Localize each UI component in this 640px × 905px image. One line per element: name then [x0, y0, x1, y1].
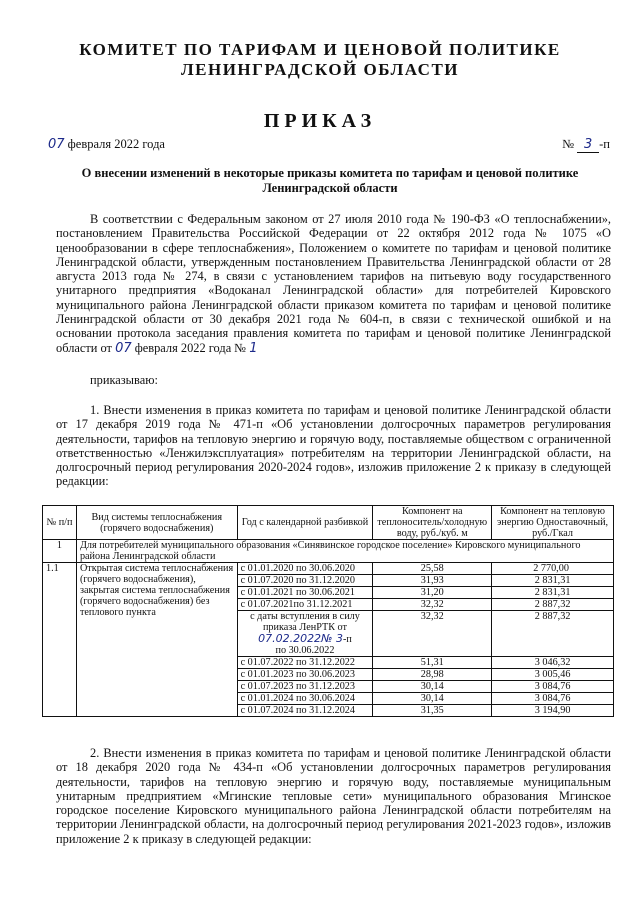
order-word: приказываю:	[90, 373, 158, 387]
heat-cell: 3 194,90	[492, 705, 614, 717]
header-period: Год с календарной разбивкой	[237, 506, 373, 540]
group-label: Для потребителей муниципального образования «Синявинское городское поселение» Кировского муниципального района Ленинградской области	[76, 540, 613, 563]
handwritten-protocol-day: 07	[115, 340, 132, 356]
table-header-row	[43, 506, 614, 540]
water-cell: 32,32	[373, 611, 492, 657]
heat-cell: 2 887,32	[492, 599, 614, 611]
period-cell: с 01.07.2022 по 31.12.2022	[237, 657, 373, 669]
period-cell: с 01.01.2021 по 30.06.2021	[237, 587, 373, 599]
period-cell: с 01.07.2020 по 31.12.2020	[237, 575, 373, 587]
heat-cell: 3 046,32	[492, 657, 614, 669]
period-cell: с 01.01.2020 по 30.06.2020	[237, 563, 373, 575]
water-cell: 31,35	[373, 705, 492, 717]
table-group-row	[43, 540, 614, 563]
header-heat: Компонент на тепловую энергию Одноставочный, руб./Гкал	[492, 506, 614, 540]
header-water: Компонент на теплоноситель/холодную воду, руб./куб. м	[373, 506, 492, 540]
header-num: № п/п	[43, 506, 77, 540]
heat-cell: 2 831,31	[492, 587, 614, 599]
document-title: ПРИКАЗ	[263, 110, 377, 132]
handwritten-day: 07	[48, 137, 65, 152]
period-cell: с 01.07.2021по 31.12.2021	[237, 599, 373, 611]
period-cell: с 01.07.2024 по 31.12.2024	[237, 705, 373, 717]
water-cell: 30,14	[373, 681, 492, 693]
water-cell: 32,32	[373, 599, 492, 611]
period-cell: с 01.01.2023 по 30.06.2023	[237, 669, 373, 681]
heat-cell: 2 887,32	[492, 611, 614, 657]
water-cell: 28,98	[373, 669, 492, 681]
special-line1: с даты вступления в силу приказа ЛенРТК от	[250, 611, 360, 633]
period-cell: с 01.01.2024 по 30.06.2024	[237, 693, 373, 705]
committee-name-line2: ЛЕНИНГРАДСКОЙ ОБЛАСТИ	[180, 60, 460, 79]
document-number	[562, 137, 610, 153]
handwritten-number: 3	[577, 137, 599, 153]
preamble-after-day: февраля 2022 года №	[134, 340, 247, 355]
period-cell-special	[237, 611, 373, 657]
tariff-table	[42, 505, 614, 717]
preamble-paragraph	[56, 212, 611, 356]
handwritten-order-ref: 07.02.2022№ 3	[258, 632, 343, 645]
period-cell: с 01.07.2023 по 31.12.2023	[237, 681, 373, 693]
heat-cell: 3 084,76	[492, 693, 614, 705]
row-num: 1.1	[43, 563, 77, 717]
committee-name-line1: КОМИТЕТ ПО ТАРИФАМ И ЦЕНОВОЙ ПОЛИТИКЕ	[79, 40, 561, 59]
special-line3: по 30.06.2022	[275, 645, 335, 656]
date-rest: февраля 2022 года	[67, 137, 165, 151]
preamble-text: В соответствии с Федеральным законом от 27 июля 2010 года № 190-ФЗ «О теплоснабжении», постановлением Правительства Российской Федерации от 22 октября 2012 года № 1075 «О ценообразовании в сфере теплоснабжения», Положением о комитете по тарифам и ценовой политике Ленинградской области, утвержденным постановлением Правительства Ленинградской области от 28 августа 2013 года № 274, в связи с установлением тарифов на питьевую воду государственного унитарного предприятия «Водоканал Ленинградской области» для потребителей Кировского муниципального района Ленинградской области приказом комитета по тарифам и ценовой политике Ленинградской области от 30 декабря 2021 года № 604-п, в связи с технической ошибкой и на основании протокола заседания правления комитета по тарифам и ценовой политике Ленинградской области от	[56, 212, 611, 355]
heat-cell: 3 005,46	[492, 669, 614, 681]
table-row	[43, 563, 614, 575]
item-1-paragraph: 1. Внести изменения в приказ комитета по тарифам и ценовой политике Ленинградской области от 17 декабря 2019 года № 471-п «Об установлении долгосрочных параметров регулирования деятельности, тарифов на тепловую энергию и горячую воду, поставляемые обществом с ограниченной ответственностью «Ленжилэксплуатация» потребителям на территории Ленинградской области, на долгосрочный период регулирования 2020-2024 годов», изложив приложение 2 к приказу в следующей редакции:	[56, 403, 611, 489]
group-num: 1	[43, 540, 77, 563]
heat-cell: 2 770,00	[492, 563, 614, 575]
header-system: Вид системы теплоснабжения (горячего водоснабжения)	[76, 506, 237, 540]
heat-cell: 2 831,31	[492, 575, 614, 587]
system-description: Открытая система теплоснабжения (горячего водоснабжения), закрытая система теплоснабжения (горячего водоснабжения) без теплового пункта	[76, 563, 237, 717]
water-cell: 30,14	[373, 693, 492, 705]
number-suffix: -п	[599, 137, 610, 151]
water-cell: 25,58	[373, 563, 492, 575]
number-prefix: №	[562, 137, 575, 151]
document-subject: О внесении изменений в некоторые приказы комитета по тарифам и ценовой политике Ленинградской области	[81, 166, 579, 195]
water-cell: 31,93	[373, 575, 492, 587]
item-2-paragraph: 2. Внести изменения в приказ комитета по тарифам и ценовой политике Ленинградской области от 18 декабря 2020 года № 434-п «Об установлении долгосрочных параметров регулирования деятельности, тарифов на тепловую энергию и горячую воду, поставляемые муниципальным унитарным предприятием «Мгинские тепловые сети» муниципального образования Мгинское городское поселение Кировского муниципального района Ленинградской области потребителям на территории Ленинградской области, на долгосрочный период регулирования 2021-2023 годов», изложив приложение 2 к приказу в следующей редакции:	[56, 746, 611, 846]
special-suffix: -п	[343, 634, 352, 645]
water-cell: 31,20	[373, 587, 492, 599]
handwritten-protocol-number: 1	[249, 340, 258, 356]
document-date	[48, 137, 165, 152]
water-cell: 51,31	[373, 657, 492, 669]
heat-cell: 3 084,76	[492, 681, 614, 693]
